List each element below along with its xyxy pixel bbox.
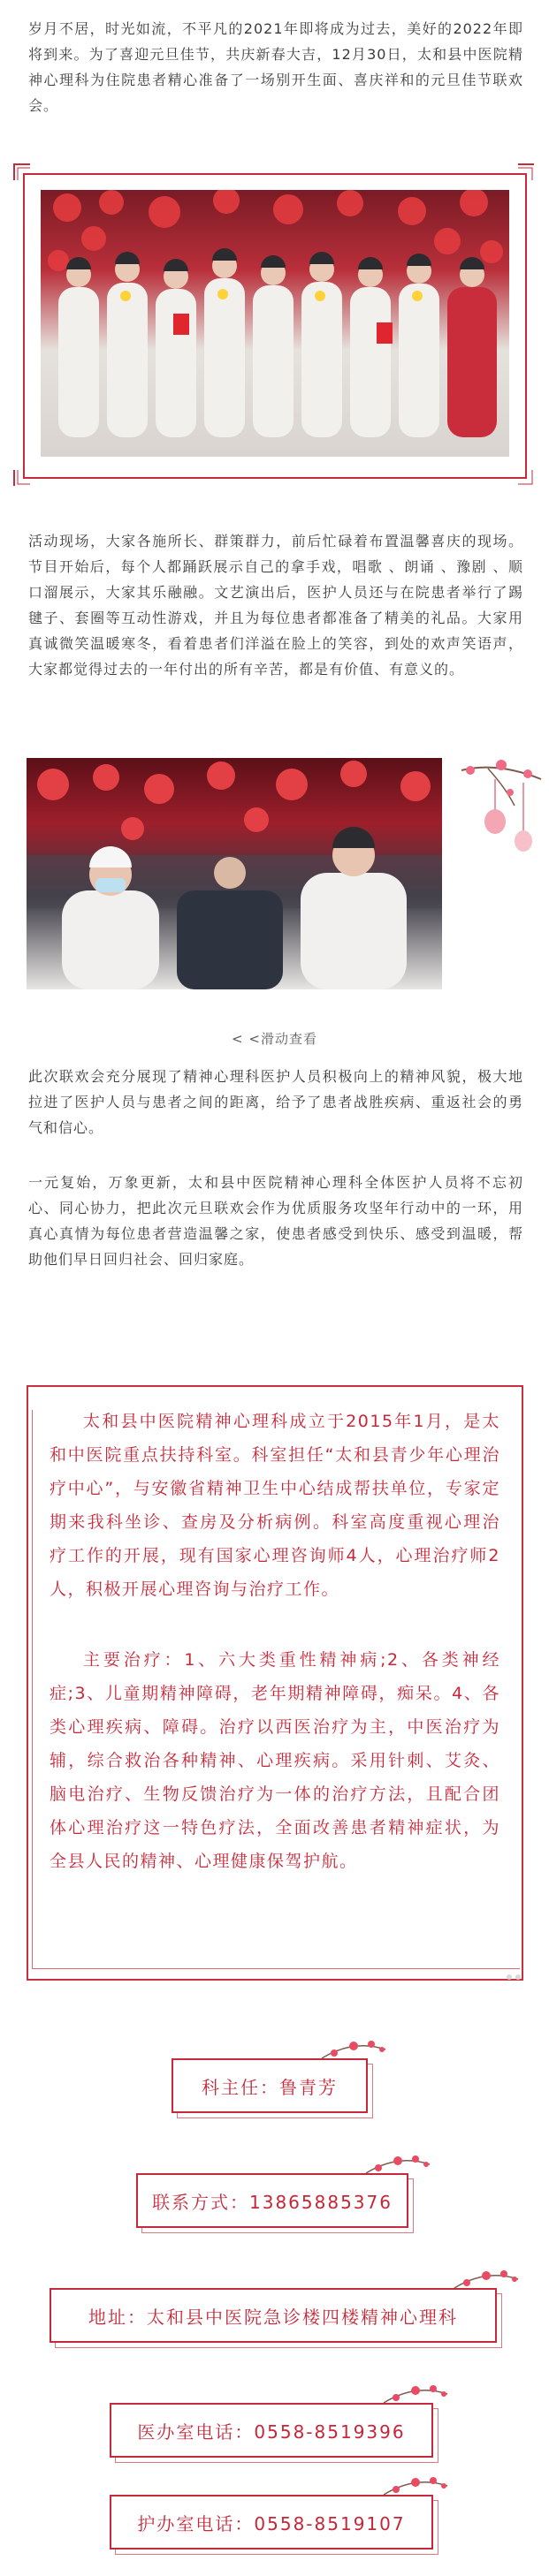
summary-paragraph: 此次联欢会充分展现了精神心理科医护人员积极向上的精神风貌，极大地拉进了医护人员与患者之间的距离，给予了患者战胜疾病、重返社会的勇气和信心。 xyxy=(28,1068,523,1136)
performance-photo xyxy=(27,758,442,989)
doctor-office-phone[interactable]: 医办室电话：0558-8519396 xyxy=(137,2421,406,2443)
plum-blossom-icon xyxy=(380,2376,451,2412)
corner-ornament-icon xyxy=(12,468,30,486)
department-treatment-text: 主要治疗：1、六大类重性精神病;2、各类神经症;3、儿童期精神障碍，老年期精神障碍，痴呆。4、各类心理疾病、障碍。治疗以西医治疗为主，中医治疗为辅，综合救治各种精神、心理疾病。采用针刺、艾灸、脑电治疗、生物反馈治疗为一体的治疗方法，且配合团体心理治疗这一特色疗法，全面改善患者精神症状，为全县人民的精神、心理健康保驾护航。 xyxy=(50,1650,500,1871)
department-intro-text: 太和县中医院精神心理科成立于2015年1月，是太和中医院重点扶持科室。科室担任“太和县青少年心理治疗中心”，与安徽省精神卫生中心结成帮扶单位，专家定期来我科坐诊、查房及分析病例。科室高度重视心理治疗工作的开展，现有国家心理咨询师4人，心理治疗师2人，积极开展心理咨询与治疗工作。 xyxy=(50,1412,500,1599)
plum-blossom-icon xyxy=(380,2468,451,2504)
plum-blossom-icon xyxy=(451,2262,522,2297)
intro-paragraph: 岁月不居，时光如流，不平凡的2021年即将成为过去，美好的2022年即将到来。为了喜迎元旦佳节，共庆新春大吉，12月30日，太和县中医院精神心理科为住院患者精心准备了一场别开生面、喜庆祥和的元旦佳节联欢会。 xyxy=(28,20,523,114)
corner-ornament-icon xyxy=(516,163,534,180)
closing-paragraph: 一元复始，万象更新，太和县中医院精神心理科全体医护人员将不忘初心、同心协力，把此次元旦联欢会作为优质服务攻坚年行动中的一环，用真心真情为每位患者营造温馨之家，使患者感受到快乐、感受到温暖，帮助他们早日回归社会、回归家庭。 xyxy=(28,1174,523,1268)
swipe-caption: < <滑动查看 xyxy=(232,1031,317,1047)
group-photo xyxy=(41,190,509,457)
corner-ornament-icon xyxy=(12,163,30,180)
plum-blossom-icon xyxy=(318,2032,389,2067)
plum-blossom-icon xyxy=(362,2147,433,2182)
contact-text: 联系方式：13865885376 xyxy=(152,2191,393,2213)
address-text: 地址：太和县中医院急诊楼四楼精神心理科 xyxy=(88,2306,458,2328)
corner-ornament-icon xyxy=(516,468,534,486)
performance-photo-illustration xyxy=(27,758,442,989)
director-text: 科主任：鲁青芳 xyxy=(202,2076,338,2098)
nurse-office-phone[interactable]: 护办室电话：0558-8519107 xyxy=(137,2512,406,2534)
address-box xyxy=(50,2288,497,2343)
plum-blossom-icon xyxy=(453,753,545,872)
group-photo-illustration xyxy=(41,190,509,457)
intro-dots-icon xyxy=(504,1972,530,1982)
activity-paragraph: 活动现场，大家各施所长、群策群力，前后忙碌着布置温馨喜庆的现场。节目开始后，每个人都踊跃展示自己的拿手戏，唱歌 、朗诵 、豫剧 、顺口溜展示，大家其乐融融。文艺演出后，医护人员还与在院患者举行了踢毽子、套圈等互动性游戏，并且为每位患者都准备了精美的礼品。大家用真诚微笑温暖寒冬，看着患者们洋溢在脸上的笑容，到处的欢声笑语声，大家都觉得过去的一年付出的所有辛苦，都是有价值、有意义的。 xyxy=(28,533,523,678)
